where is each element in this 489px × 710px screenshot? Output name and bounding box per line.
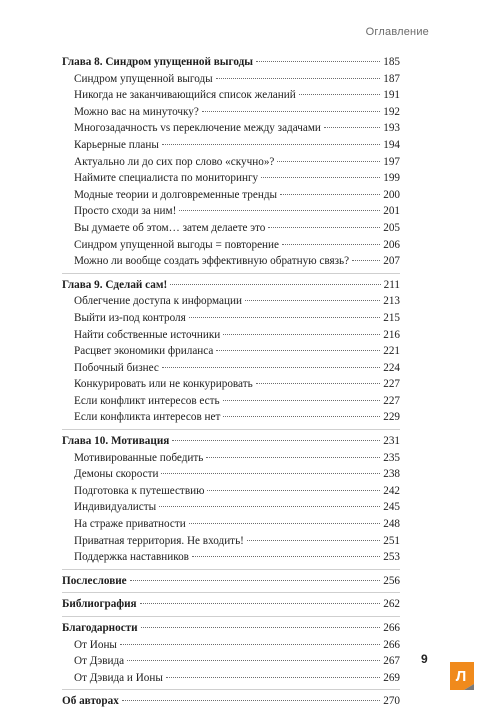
running-head: Оглавление xyxy=(365,26,429,38)
toc-entry-title: Подготовка к путешествию xyxy=(74,484,205,497)
toc-page-number: 199 xyxy=(383,172,400,185)
toc-heading-row xyxy=(62,54,400,71)
dot-leader xyxy=(216,350,380,351)
dot-leader xyxy=(162,367,380,368)
toc-entry-row xyxy=(62,637,400,654)
toc-entry-row xyxy=(62,187,400,204)
toc-page-number: 193 xyxy=(383,122,400,135)
toc-entry-title: Демоны скорости xyxy=(74,468,159,481)
toc-entry-row xyxy=(62,170,400,187)
toc-entry-title: Поддержка наставников xyxy=(74,551,189,564)
toc-entry-row xyxy=(62,293,400,310)
table-of-contents xyxy=(62,54,400,710)
toc-page-number: 238 xyxy=(383,468,400,481)
toc-page-number: 229 xyxy=(383,411,400,424)
toc-entry-title: Многозадачность vs переключение между задачами xyxy=(74,122,321,135)
dot-leader xyxy=(223,334,380,335)
toc-heading-title: Глава 9. Сделай сам! xyxy=(62,278,168,291)
toc-entry-title: От Ионы xyxy=(74,638,117,651)
toc-entry-row xyxy=(62,104,400,121)
toc-heading-row xyxy=(62,620,400,637)
toc-entry-row xyxy=(62,409,400,426)
toc-page-number: 221 xyxy=(383,345,400,358)
toc-page-number: 269 xyxy=(383,671,400,684)
toc-entry-title: Конкурировать или не конкурировать xyxy=(74,378,253,391)
toc-page-number: 242 xyxy=(383,484,400,497)
dot-leader xyxy=(256,61,380,62)
toc-entry-title: На страже приватности xyxy=(74,518,186,531)
toc-page-number: 248 xyxy=(383,518,400,531)
toc-page-number: 235 xyxy=(383,451,400,464)
dot-leader xyxy=(170,284,380,285)
toc-heading-title: Послесловие xyxy=(62,574,127,587)
dot-leader xyxy=(206,457,380,458)
toc-entry-title: От Дэвида и Ионы xyxy=(74,671,163,684)
section-divider xyxy=(62,616,400,617)
section-divider xyxy=(62,273,400,274)
toc-entry-row xyxy=(62,450,400,467)
toc-entry-row xyxy=(62,376,400,393)
toc-entry-title: Модные теории и долговременные тренды xyxy=(74,188,278,201)
dot-leader xyxy=(130,580,381,581)
toc-heading-row xyxy=(62,433,400,450)
toc-heading-title: Об авторах xyxy=(62,695,119,708)
toc-entry-title: Можно ли вообще создать эффективную обратную связь? xyxy=(74,255,350,268)
dot-leader xyxy=(245,300,380,301)
toc-entry-row xyxy=(62,653,400,670)
dot-leader xyxy=(223,400,381,401)
toc-entry-title: Побочный бизнес xyxy=(74,361,159,374)
toc-page-number: 227 xyxy=(383,394,400,407)
toc-page-number: 256 xyxy=(383,574,400,587)
toc-page-number: 211 xyxy=(383,278,400,291)
toc-entry-title: Вы думаете об этом… затем делаете это xyxy=(74,221,266,234)
toc-entry-title: Облегчение доступа к информации xyxy=(74,295,242,308)
publisher-logo xyxy=(446,660,478,692)
toc-entry-row xyxy=(62,154,400,171)
toc-entry-row xyxy=(62,483,400,500)
toc-entry-row xyxy=(62,393,400,410)
toc-heading-row xyxy=(62,573,400,590)
toc-page-number: 192 xyxy=(383,105,400,118)
section-divider xyxy=(62,429,400,430)
toc-page-number: 266 xyxy=(383,622,400,634)
toc-entry-title: Можно вас на минуточку? xyxy=(74,105,199,118)
toc-entry-title: От Дэвида xyxy=(74,655,125,668)
section-divider xyxy=(62,569,400,570)
dot-leader xyxy=(277,161,380,162)
toc-entry-title: Мотивированные победить xyxy=(74,451,204,464)
toc-entry-title: Индивидуалисты xyxy=(74,501,157,514)
toc-entry-row xyxy=(62,327,400,344)
toc-entry-title: Никогда не заканчивающийся список желаний xyxy=(74,89,296,102)
toc-page-number: 270 xyxy=(383,695,400,708)
toc-entry-row xyxy=(62,253,400,270)
toc-page-number: 201 xyxy=(383,205,400,218)
toc-page-number: 216 xyxy=(383,328,400,341)
toc-heading-title: Библиография xyxy=(62,598,137,611)
toc-page-number: 207 xyxy=(383,255,400,268)
toc-entry-title: Выйти из-под контроля xyxy=(74,311,186,324)
toc-entry-row xyxy=(62,533,400,550)
toc-page-number: 245 xyxy=(383,501,400,514)
toc-heading-title: Глава 8. Синдром упущенной выгоды xyxy=(62,56,254,68)
dot-leader xyxy=(166,677,380,678)
dot-leader xyxy=(161,473,380,474)
dot-leader xyxy=(247,540,380,541)
dot-leader xyxy=(140,603,381,604)
dot-leader xyxy=(280,194,380,195)
toc-entry-row xyxy=(62,466,400,483)
dot-leader xyxy=(352,260,380,261)
toc-page-number: 231 xyxy=(383,435,400,448)
toc-entry-row xyxy=(62,549,400,566)
dot-leader xyxy=(207,490,380,491)
dot-leader xyxy=(256,383,381,384)
toc-entry-row xyxy=(62,203,400,220)
toc-page-number: 185 xyxy=(383,56,400,68)
toc-entry-title: Расцвет экономики фриланса xyxy=(74,345,214,358)
dot-leader xyxy=(216,78,381,79)
toc-heading-title: Глава 10. Мотивация xyxy=(62,435,170,448)
toc-heading-row xyxy=(62,596,400,613)
toc-entry-row xyxy=(62,343,400,360)
toc-entry-row xyxy=(62,137,400,154)
dot-leader xyxy=(223,416,380,417)
svg-text:Л: Л xyxy=(455,668,467,685)
dot-leader xyxy=(127,660,380,661)
dot-leader xyxy=(159,506,380,507)
dot-leader xyxy=(261,177,380,178)
toc-page-number: 253 xyxy=(383,551,400,564)
toc-entry-title: Наймите специалиста по мониторингу xyxy=(74,172,259,185)
toc-entry-row xyxy=(62,516,400,533)
section-divider xyxy=(62,592,400,593)
toc-entry-row xyxy=(62,220,400,237)
toc-entry-row xyxy=(62,237,400,254)
dot-leader xyxy=(120,644,380,645)
toc-page-number: 224 xyxy=(383,361,400,374)
toc-entry-row xyxy=(62,71,400,88)
toc-page-number: 251 xyxy=(383,534,400,547)
toc-entry-title: Карьерные планы xyxy=(74,138,159,151)
dot-leader xyxy=(122,700,380,701)
toc-heading-row xyxy=(62,693,400,710)
dot-leader xyxy=(162,144,380,145)
toc-page-number: 215 xyxy=(383,311,400,324)
dot-leader xyxy=(179,210,380,211)
toc-entry-row xyxy=(62,310,400,327)
toc-entry-title: Синдром упущенной выгоды xyxy=(74,72,213,85)
toc-page-number: 197 xyxy=(383,155,400,168)
dot-leader xyxy=(282,244,380,245)
toc-entry-title: Приватная территория. Не входить! xyxy=(74,534,244,547)
dot-leader xyxy=(202,111,380,112)
toc-entry-title: Просто сходи за ним! xyxy=(74,205,177,218)
toc-heading-title: Благодарности xyxy=(62,622,138,634)
toc-page-number: 266 xyxy=(383,638,400,651)
toc-heading-row xyxy=(62,277,400,294)
toc-entry-title: Если конфликт интересов есть xyxy=(74,394,220,407)
toc-page-number: 227 xyxy=(383,378,400,391)
toc-page-number: 213 xyxy=(383,295,400,308)
toc-page-number: 206 xyxy=(383,238,400,251)
toc-entry-row xyxy=(62,120,400,137)
toc-entry-row xyxy=(62,670,400,687)
toc-page-number: 205 xyxy=(383,221,400,234)
dot-leader xyxy=(268,227,380,228)
toc-entry-row xyxy=(62,499,400,516)
dot-leader xyxy=(299,94,380,95)
dot-leader xyxy=(324,127,380,128)
toc-entry-title: Актуально ли до сих пор слово «скучно»? xyxy=(74,155,275,168)
page-number: 9 xyxy=(421,652,428,666)
toc-page-number: 262 xyxy=(383,598,400,611)
toc-entry-row xyxy=(62,87,400,104)
dot-leader xyxy=(172,440,380,441)
section-divider xyxy=(62,689,400,690)
toc-entry-row xyxy=(62,360,400,377)
toc-page-number: 267 xyxy=(383,655,400,668)
toc-page-number: 191 xyxy=(383,89,400,102)
dot-leader xyxy=(189,317,380,318)
dot-leader xyxy=(189,523,381,524)
toc-page-number: 187 xyxy=(383,72,400,85)
dot-leader xyxy=(192,556,380,557)
toc-entry-title: Найти собственные источники xyxy=(74,328,221,341)
dot-leader xyxy=(141,627,381,628)
toc-entry-title: Синдром упущенной выгоды = повторение xyxy=(74,238,279,251)
toc-page-number: 200 xyxy=(383,188,400,201)
toc-page-number: 194 xyxy=(383,138,400,151)
toc-entry-title: Если конфликта интересов нет xyxy=(74,411,221,424)
